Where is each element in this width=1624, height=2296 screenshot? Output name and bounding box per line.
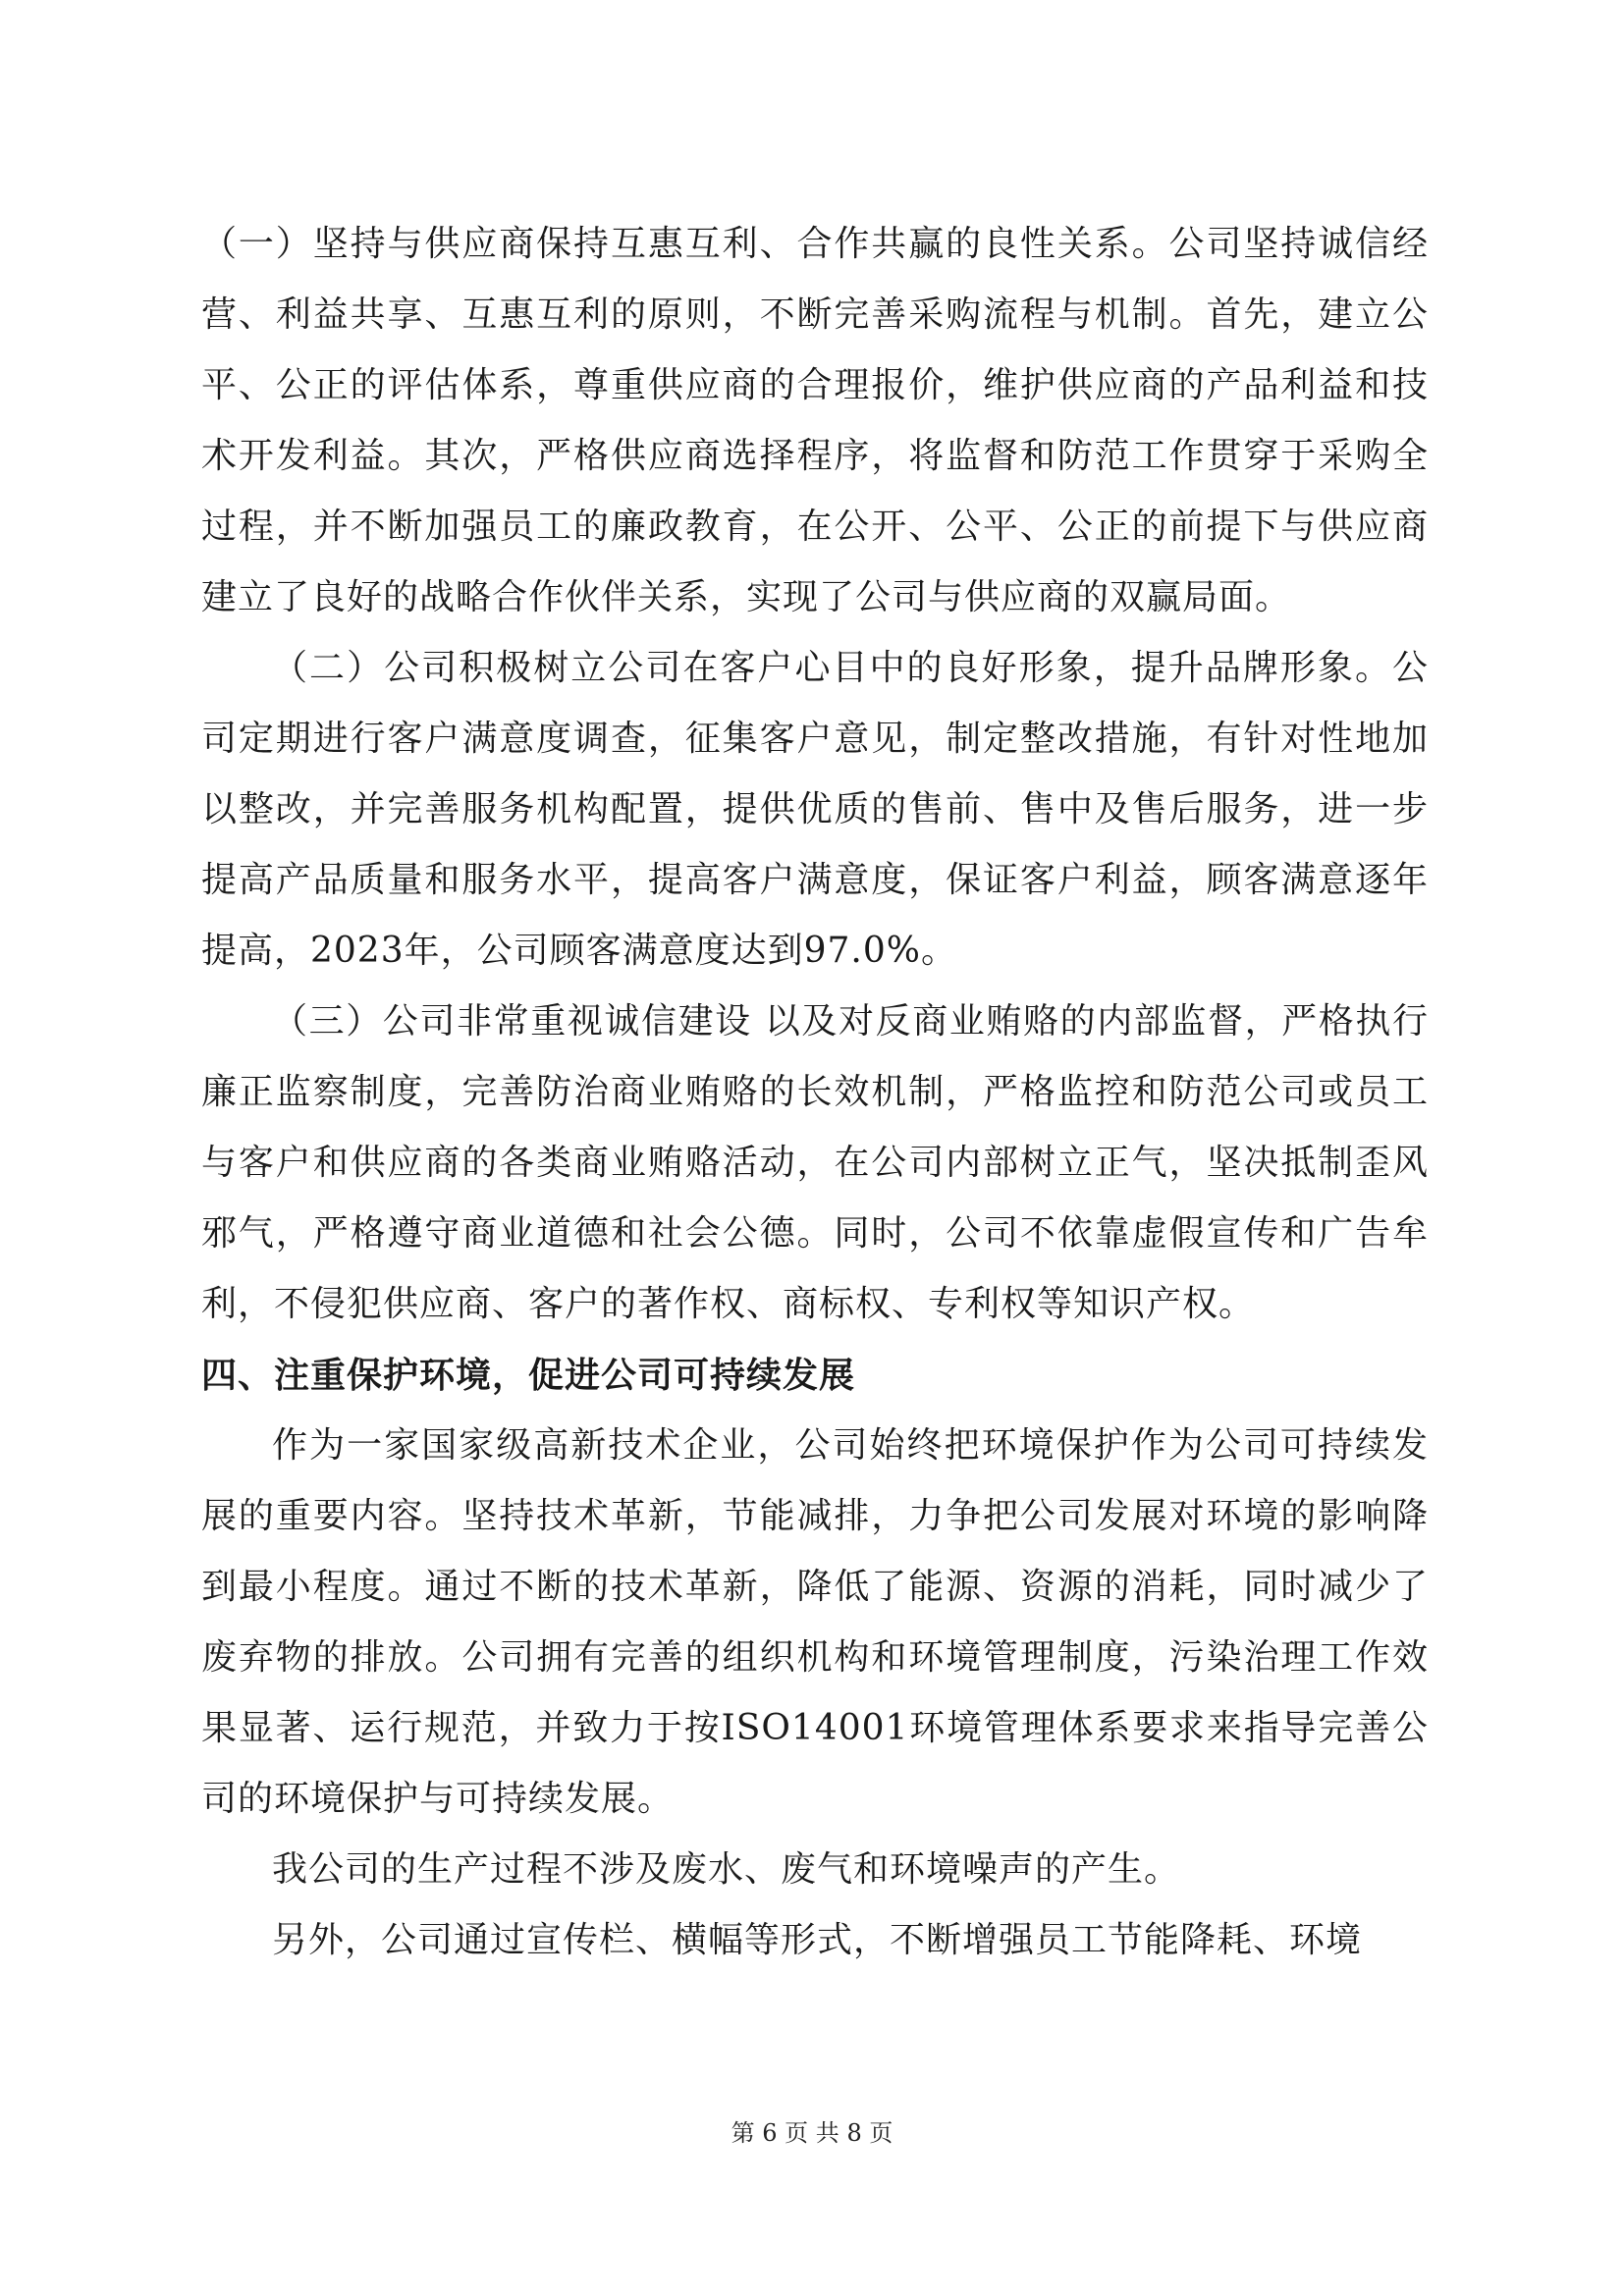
page-body — [201, 209, 1429, 1976]
paragraph-publicity: 另外，公司通过宣传栏、横幅等形式，不断增强员工节能降耗、环境 — [272, 1920, 1363, 1960]
paragraph-integrity-anti-bribery: （三）公司非常重视诚信建设 以及对反商业贿赂的内部监督，严格执行廉正监察制度，完善防治商业贿赂的长效机制，严格监控和防范公司或员工与客户和供应商的各类商业贿赂活动，在公司内部树立正气，坚决抵制歪风邪气，严格遵守商业道德和社会公德。同时，公司不依靠虚假宣传和广告牟利，不侵犯供应商、客户的著作权、商标权、专利权等知识产权。 — [201, 1001, 1429, 1324]
paragraph-supplier-relations: （一）坚持与供应商保持互惠互利、合作共赢的良性关系。公司坚持诚信经营、利益共享、互惠互利的原则，不断完善采购流程与机制。首先，建立公平、公正的评估体系，尊重供应商的合理报价，维护供应商的产品利益和技术开发利益。其次，严格供应商选择程序，将监督和防范工作贯穿于采购全过程，并不断加强员工的廉政教育，在公开、公平、公正的前提下与供应商建立了良好的战略合作伙伴关系，实现了公司与供应商的双赢局面。 — [201, 224, 1429, 617]
page-number-footer: 第 6 页 共 8 页 — [731, 2119, 893, 2147]
paragraph-production-process: 我公司的生产过程不涉及废水、废气和环境噪声的产生。 — [272, 1849, 1181, 1890]
paragraph-environment-protection: 作为一家国家级高新技术企业，公司始终把环境保护作为公司可持续发展的重要内容。坚持技术革新，节能减排，力争把公司发展对环境的影响降到最小程度。通过不断的技术革新，降低了能源、资源的消耗，同时减少了废弃物的排放。公司拥有完善的组织机构和环境管理制度，污染治理工作效果显著、运行规范，并致力于按ISO14001环境管理体系要求来指导完善公司的环境保护与可持续发展。 — [201, 1425, 1429, 1819]
paragraph-customer-image: （二）公司积极树立公司在客户心目中的良好形象，提升品牌形象。公司定期进行客户满意度调查，征集客户意见，制定整改措施，有针对性地加以整改，并完善服务机构配置，提供优质的售前、售中及售后服务，进一步提高产品质量和服务水平，提高客户满意度，保证客户利益，顾客满意逐年提高，2023年，公司顾客满意度达到97.0%。 — [201, 648, 1429, 971]
section-heading: 四、注重保护环境，促进公司可持续发展 — [201, 1355, 856, 1396]
